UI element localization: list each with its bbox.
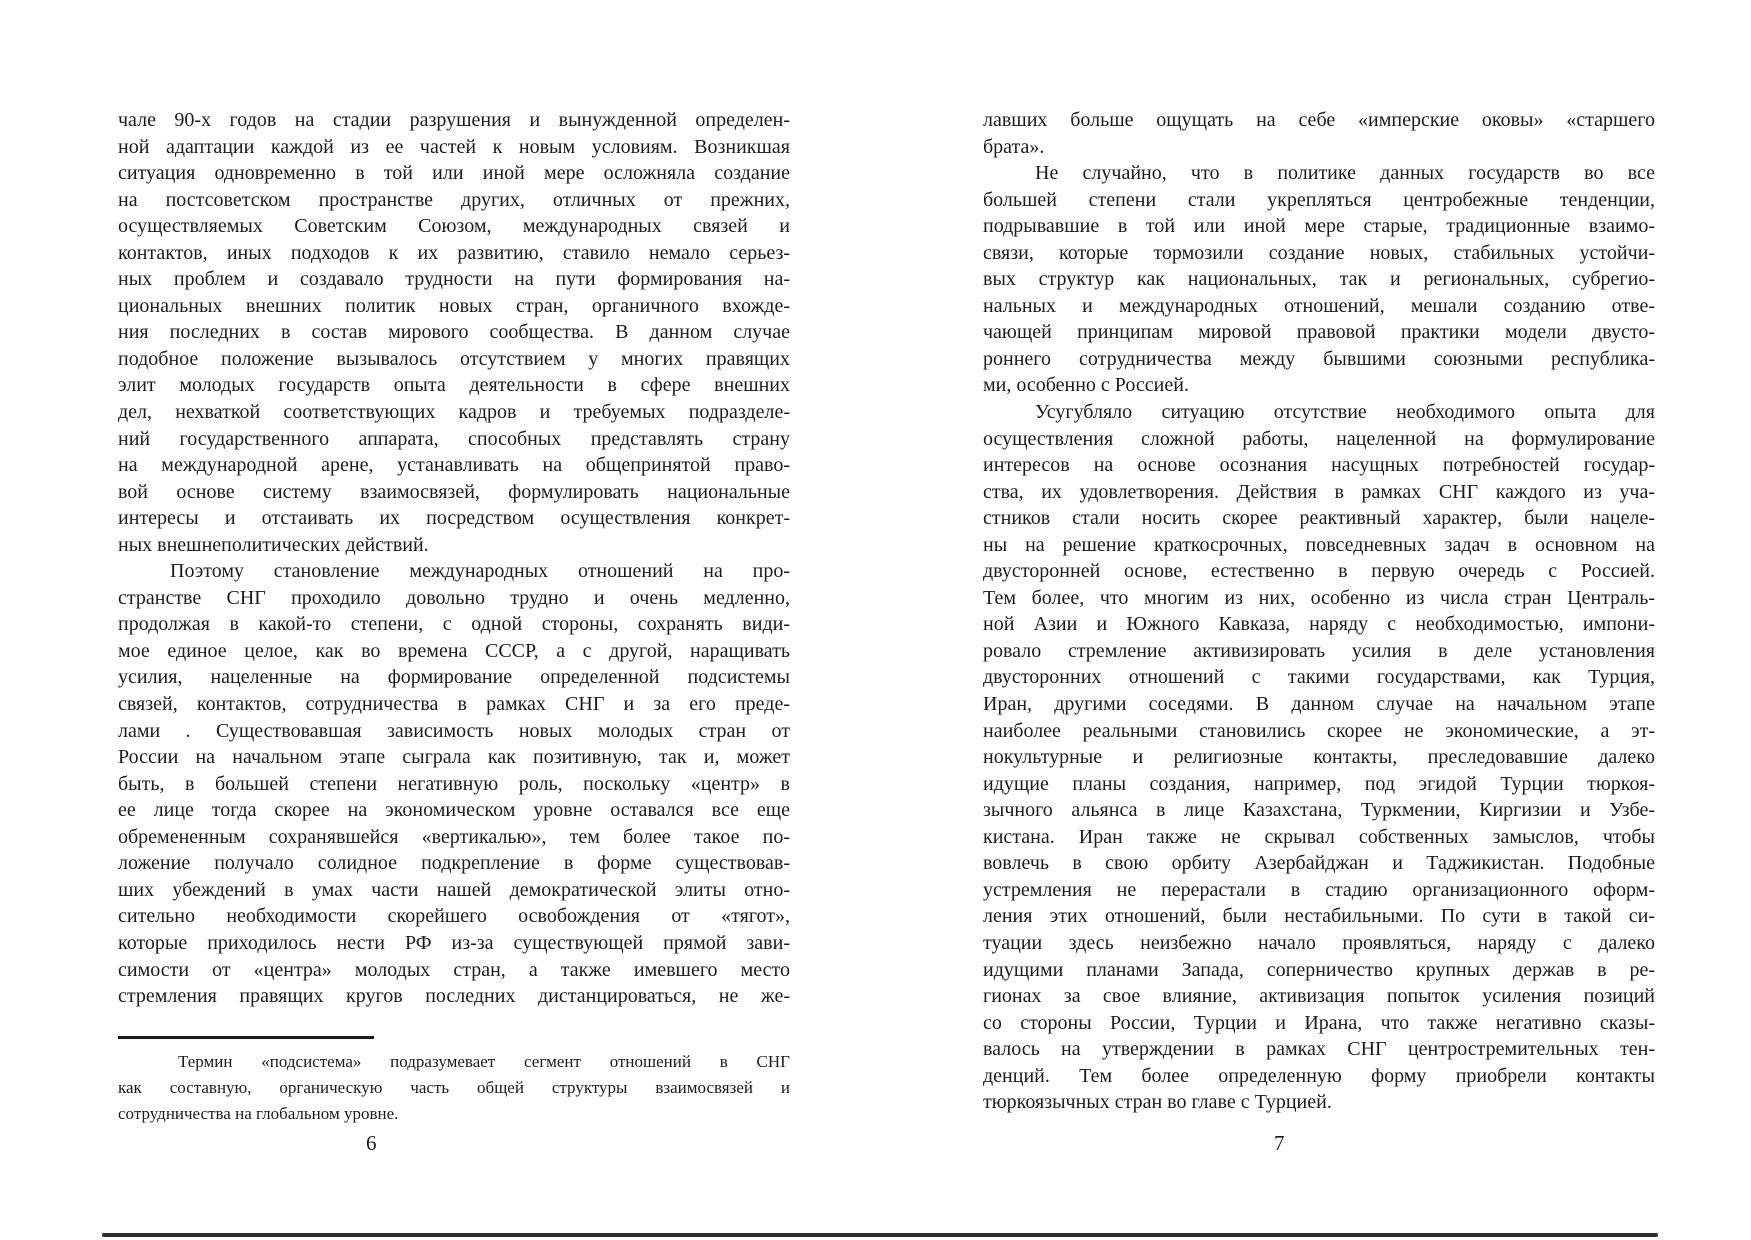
text-line: роннего сотрудничества между бывшими союзными республика- <box>983 347 1655 370</box>
text-line: ний государственного аппарата, способных представлять страну <box>118 427 790 450</box>
text-line: циональных внешних политик новых стран, органичного вхожде- <box>118 294 790 317</box>
text-line: мое единое целое, как во времена СССР, а с другой, наращивать <box>118 639 790 662</box>
text-line: на международной арене, устанавливать на общепринятой право- <box>118 454 790 477</box>
text-line: усилия, нацеленные на формирование определенной подсистемы <box>118 666 790 689</box>
scan-bottom-edge-line <box>102 1233 1658 1237</box>
text-line: ны на решение краткосрочных, повседневных задач в основном на <box>983 533 1655 556</box>
text-line: Поэтому становление международных отношений на про- <box>170 560 790 583</box>
text-line: Усугубляло ситуацию отсутствие необходимого опыта для <box>1035 401 1655 424</box>
text-line: двусторонней основе, естественно в первую очередь с Россией. <box>983 560 1655 583</box>
left-page-body-text <box>118 107 790 1010</box>
text-line: вой основе систему взаимосвязей, формулировать национальные <box>118 480 790 503</box>
text-line: на постсоветском пространстве других, отличных от прежних, <box>118 188 790 211</box>
text-line: вых структур как национальных, так и региональных, субрегио- <box>983 268 1655 291</box>
text-line: которые приходилось нести РФ из-за существующей прямой зави- <box>118 931 790 954</box>
text-line: нокультурные и религиозные контакты, преследовавшие далеко <box>983 746 1655 769</box>
text-line: Иран, другими соседями. В данном случае на начальном этапе <box>983 693 1655 716</box>
text-line: нальных и международных отношений, мешали созданию отве- <box>983 294 1655 317</box>
text-line: связи, которые тормозили создание новых, стабильных устойчи- <box>983 241 1655 264</box>
text-line: брата». <box>983 135 1045 158</box>
text-line: обремененным сохранявшейся «вертикалью», тем более такое по- <box>118 825 790 848</box>
text-line: ложение получало солидное подкрепление в форме существовав- <box>118 852 790 875</box>
text-line: чающей принципам мировой правовой практики модели двусто- <box>983 321 1655 344</box>
text-line: странстве СНГ проходило довольно трудно и очень медленно, <box>118 586 790 609</box>
text-line: со стороны России, Турции и Ирана, что также негативно сказы- <box>983 1011 1655 1034</box>
text-line: интересы и отстаивать их посредством осуществления конкрет- <box>118 507 790 530</box>
text-line: подобное положение вызывалось отсутствием у многих правящих <box>118 347 790 370</box>
text-line: быть, в большей степени негативную роль, поскольку «центр» в <box>118 772 790 795</box>
text-line: контактов, иных подходов к их развитию, ставило немало серьез- <box>118 241 790 264</box>
text-line: интересов на основе осознания насущных потребностей государ- <box>983 454 1655 477</box>
left-page-footnote <box>118 1049 790 1127</box>
text-line: большей степени стали укрепляться центробежные тенденции, <box>983 188 1655 211</box>
text-line: наиболее реальными становились скорее не экономические, а эт- <box>983 719 1655 742</box>
page-number-left: 6 <box>366 1131 377 1155</box>
text-line: России на начальном этапе сыграла как позитивную, так и, может <box>118 746 790 769</box>
text-line: ситуация одновременно в той или иной мере осложняла создание <box>118 162 790 185</box>
text-line: лавших больше ощущать на себе «имперские оковы» «старшего <box>983 109 1655 131</box>
text-line: ших убеждений в умах части нашей демократической элиты отно- <box>118 878 790 901</box>
text-line: осуществляемых Советским Союзом, международных связей и <box>118 215 790 238</box>
text-line: ния последних в состав мирового сообщества. В данном случае <box>118 321 790 344</box>
text-line: ной адаптации каждой из ее частей к новым условиям. Возникшая <box>118 135 790 158</box>
text-line: чале 90-х годов на стадии разрушения и вынужденной определен- <box>118 109 790 131</box>
text-line: стремления правящих кругов последних дистанцироваться, не же- <box>118 985 790 1008</box>
footnote-divider-rule <box>118 1036 374 1039</box>
text-line: симости от «центра» молодых стран, а также имевшего место <box>118 958 790 981</box>
text-line: вовлечь в свою орбиту Азербайджан и Таджикистан. Подобные <box>983 852 1655 875</box>
text-line: зычного альянса в лице Казахстана, Туркмении, Киргизии и Узбе- <box>983 799 1655 822</box>
text-line: стников стали носить скорее реактивный характер, были нацеле- <box>983 507 1655 530</box>
text-line: ства, их удовлетворения. Действия в рамках СНГ каждого из уча- <box>983 480 1655 503</box>
text-line: ее лице тогда скорее на экономическом уровне оставался все еще <box>118 799 790 822</box>
text-line: кистана. Иран также не скрывал собственных замыслов, чтобы <box>983 825 1655 848</box>
text-line: валось на утверждении в рамках СНГ центростремительных тен- <box>983 1038 1655 1061</box>
text-line: дел, нехваткой соответствующих кадров и требуемых подразделе- <box>118 401 790 424</box>
right-page-body-text <box>983 107 1655 1116</box>
text-line: ления этих отношений, были нестабильными. По сути в такой си- <box>983 905 1655 928</box>
text-line: лами . Существовавшая зависимость новых молодых стран от <box>118 719 790 742</box>
text-line: гионах за свое влияние, активизация попыток усиления позиций <box>983 985 1655 1008</box>
text-line: продолжая в какой-то степени, с одной стороны, сохранять види- <box>118 613 790 636</box>
text-line: ровало стремление активизировать усилия в деле установления <box>983 639 1655 662</box>
text-line: связей, контактов, сотрудничества в рамках СНГ и за его преде- <box>118 693 790 716</box>
text-line: как составную, органическую часть общей структуры взаимосвязей и <box>118 1078 790 1097</box>
page-number-right: 7 <box>1274 1131 1285 1155</box>
text-line: устремления не перерастали в стадию организационного оформ- <box>983 878 1655 901</box>
text-line: Термин «подсистема» подразумевает сегмент отношений в СНГ <box>178 1052 790 1071</box>
text-line: осуществления сложной работы, нацеленной на формулирование <box>983 427 1655 450</box>
text-line: ных проблем и создавало трудности на пути формирования на- <box>118 268 790 291</box>
text-line: ми, особенно с Россией. <box>983 374 1189 397</box>
text-line: ных внешнеполитических действий. <box>118 533 429 556</box>
text-line: Не случайно, что в политике данных государств во все <box>1035 162 1655 185</box>
text-line: подрывавшие в той или иной мере старые, традиционные взаимо- <box>983 215 1655 238</box>
text-line: элит молодых государств опыта деятельности в сфере внешних <box>118 374 790 397</box>
text-line: туации здесь неизбежно начало проявляться, наряду с далеко <box>983 931 1655 954</box>
text-line: идущими планами Запада, соперничество крупных держав в ре- <box>983 958 1655 981</box>
text-line: сотрудничества на глобальном уровне. <box>118 1104 399 1123</box>
text-line: тюркоязычных стран во главе с Турцией. <box>983 1091 1332 1114</box>
text-line: идущие планы создания, например, под эгидой Турции тюркоя- <box>983 772 1655 795</box>
text-line: Тем более, что многим из них, особенно из числа стран Централь- <box>983 586 1655 609</box>
text-line: денций. Тем более определенную форму приобрели контакты <box>983 1064 1655 1087</box>
text-line: ной Азии и Южного Кавказа, наряду с необходимостью, импони- <box>983 613 1655 636</box>
text-line: двусторонних отношений с такими государствами, как Турция, <box>983 666 1655 689</box>
text-line: сительно необходимости скорейшего освобождения от «тягот», <box>118 905 790 928</box>
